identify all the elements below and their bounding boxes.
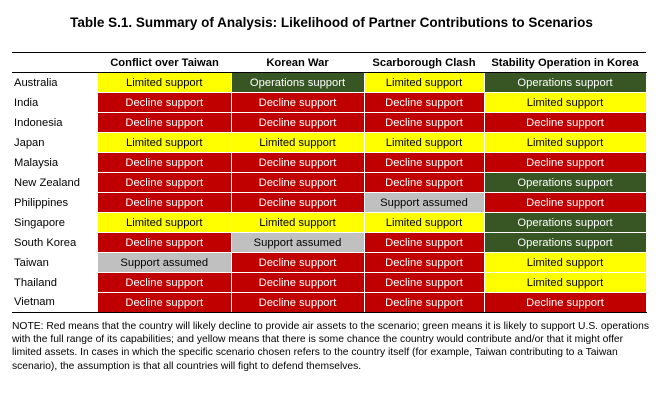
- status-cell: Limited support: [364, 213, 484, 233]
- header-country: [12, 53, 98, 73]
- status-cell: Decline support: [98, 273, 231, 293]
- status-cell: Limited support: [231, 213, 364, 233]
- status-cell: Limited support: [98, 133, 231, 153]
- table-row: [12, 113, 646, 133]
- status-cell: Limited support: [98, 213, 231, 233]
- status-cell: Decline support: [231, 113, 364, 133]
- header-scarborough-clash: Scarborough Clash: [364, 53, 484, 73]
- status-cell: Decline support: [364, 293, 484, 313]
- status-cell: Operations support: [484, 213, 646, 233]
- status-cell: Limited support: [364, 73, 484, 93]
- status-cell: Decline support: [231, 93, 364, 113]
- status-cell: Support assumed: [364, 193, 484, 213]
- table-row: [12, 193, 646, 213]
- country-label: Malaysia: [14, 156, 59, 169]
- table-row: [12, 93, 646, 113]
- status-cell: Decline support: [98, 93, 231, 113]
- status-cell: Decline support: [364, 173, 484, 193]
- status-cell: Limited support: [484, 253, 646, 273]
- status-cell: Decline support: [231, 253, 364, 273]
- country-label: Thailand: [14, 276, 57, 289]
- table-note: NOTE: Red means that the country will likely decline to provide air assets to the scenario; green means it is likely to support U.S. operations with the full range of its capabilities; and yellow means that there is some chance the country would contribute and/or that it might offer limited assets. In cases in which the specific scenario chosen refers to the country itself (for example, Taiwan contributing to a Taiwan scenario), the assumption is that all countries will fight to defend themselves.: [12, 321, 649, 372]
- status-cell: Decline support: [98, 233, 231, 253]
- status-cell: Decline support: [484, 293, 646, 313]
- status-cell: Decline support: [231, 153, 364, 173]
- table-row: [12, 273, 646, 293]
- table-row: [12, 293, 646, 313]
- status-cell: Decline support: [98, 153, 231, 173]
- header-conflict-over-taiwan: Conflict over Taiwan: [98, 53, 231, 73]
- status-cell: Limited support: [231, 133, 364, 153]
- status-cell: Limited support: [484, 93, 646, 113]
- status-cell: Decline support: [364, 273, 484, 293]
- status-cell: Limited support: [484, 133, 646, 153]
- status-cell: Decline support: [364, 93, 484, 113]
- status-cell: Decline support: [364, 233, 484, 253]
- table-row: [12, 153, 646, 173]
- country-label: Philippines: [14, 196, 69, 209]
- status-cell: Limited support: [98, 73, 231, 93]
- status-cell: Decline support: [231, 273, 364, 293]
- country-label: Japan: [14, 136, 45, 149]
- status-cell: Limited support: [484, 273, 646, 293]
- country-label: Singapore: [14, 216, 66, 229]
- status-cell: Decline support: [484, 193, 646, 213]
- table-row: [12, 233, 646, 253]
- header-row: [12, 53, 646, 73]
- table-row: [12, 253, 646, 273]
- status-cell: Operations support: [231, 73, 364, 93]
- country-label: New Zealand: [14, 176, 80, 189]
- country-label: South Korea: [14, 236, 77, 249]
- table-row: [12, 213, 646, 233]
- status-cell: Decline support: [364, 113, 484, 133]
- country-label: Indonesia: [14, 116, 63, 129]
- country-label: Vietnam: [12, 293, 98, 313]
- country-label: India: [14, 96, 39, 109]
- status-cell: Operations support: [484, 173, 646, 193]
- status-cell: Decline support: [364, 153, 484, 173]
- table-title: Table S.1. Summary of Analysis: Likelihood of Partner Contributions to Scenarios: [70, 15, 593, 30]
- status-cell: Decline support: [231, 293, 364, 313]
- status-cell: Decline support: [98, 193, 231, 213]
- status-cell: Decline support: [484, 113, 646, 133]
- status-cell: Decline support: [98, 173, 231, 193]
- header-korean-war: Korean War: [231, 53, 364, 73]
- country-label: Taiwan: [14, 256, 49, 269]
- table-row: [12, 133, 646, 153]
- status-cell: Decline support: [364, 253, 484, 273]
- status-cell: Decline support: [98, 113, 231, 133]
- status-cell: Support assumed: [231, 233, 364, 253]
- summary-table: [12, 52, 647, 313]
- status-cell: Decline support: [231, 173, 364, 193]
- status-cell: Operations support: [484, 233, 646, 253]
- country-label: Australia: [14, 76, 58, 89]
- status-cell: Decline support: [98, 293, 231, 313]
- table-row: [12, 73, 646, 93]
- table-row: [12, 173, 646, 193]
- status-cell: Decline support: [231, 193, 364, 213]
- status-cell: Operations support: [484, 73, 646, 93]
- status-cell: Decline support: [484, 153, 646, 173]
- status-cell: Support assumed: [98, 253, 231, 273]
- header-stability-operation-in-korea: Stability Operation in Korea: [484, 53, 646, 73]
- status-cell: Limited support: [364, 133, 484, 153]
